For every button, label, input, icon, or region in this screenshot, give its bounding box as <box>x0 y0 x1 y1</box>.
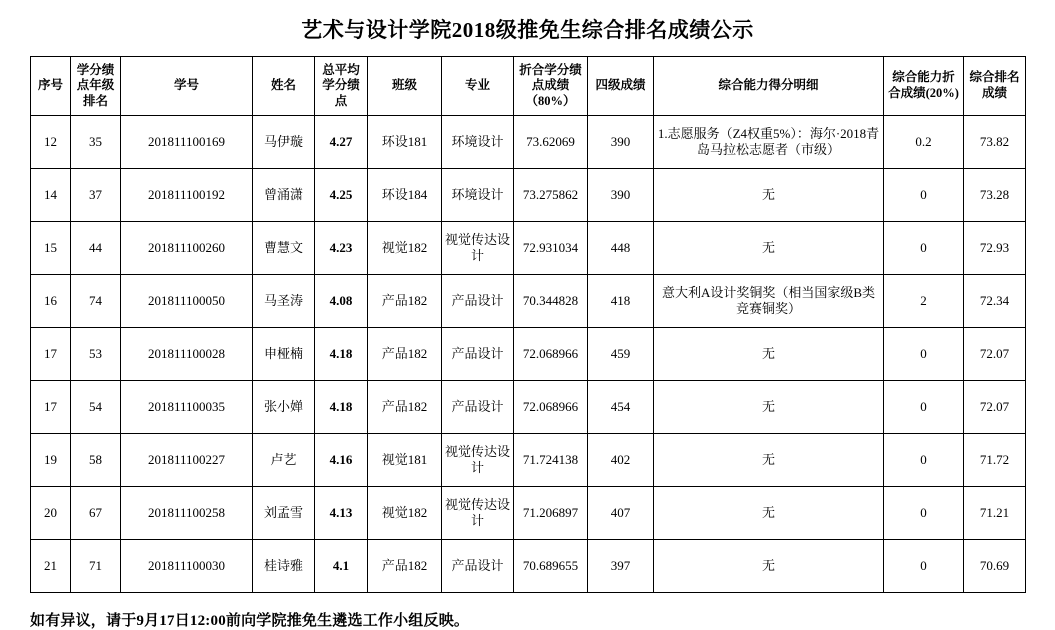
cell-gpa-rank: 71 <box>71 540 121 593</box>
cell-ability-score: 0 <box>884 222 964 275</box>
cell-class: 视觉181 <box>368 434 442 487</box>
cell-student-id: 201811100227 <box>121 434 253 487</box>
cell-ability-score: 0 <box>884 434 964 487</box>
cell-class: 视觉182 <box>368 487 442 540</box>
cell-ability-detail: 无 <box>654 328 884 381</box>
cell-major: 视觉传达设计 <box>442 487 514 540</box>
cell-name: 卢艺 <box>253 434 315 487</box>
cell-ability-score: 0 <box>884 540 964 593</box>
cell-name: 张小婵 <box>253 381 315 434</box>
cell-name: 曹慧文 <box>253 222 315 275</box>
cell-total: 72.34 <box>964 275 1026 328</box>
cell-weighted-score: 73.62069 <box>514 116 588 169</box>
cell-gpa: 4.23 <box>315 222 368 275</box>
cell-class: 产品182 <box>368 540 442 593</box>
cell-cet4: 448 <box>588 222 654 275</box>
cell-gpa-rank: 53 <box>71 328 121 381</box>
cell-total: 73.28 <box>964 169 1026 222</box>
grades-table <box>30 56 1026 593</box>
table-row <box>31 275 1026 328</box>
table-row <box>31 487 1026 540</box>
table-header-row <box>31 57 1026 116</box>
cell-no: 21 <box>31 540 71 593</box>
cell-student-id: 201811100192 <box>121 169 253 222</box>
cell-ability-detail: 无 <box>654 487 884 540</box>
cell-no: 16 <box>31 275 71 328</box>
cell-ability-score: 0 <box>884 487 964 540</box>
cell-cet4: 390 <box>588 169 654 222</box>
cell-major: 产品设计 <box>442 275 514 328</box>
cell-total: 72.07 <box>964 381 1026 434</box>
column-header-gpa: 总平均学分绩点 <box>315 57 368 116</box>
cell-ability-detail: 无 <box>654 434 884 487</box>
cell-name: 申桠楠 <box>253 328 315 381</box>
cell-major: 环境设计 <box>442 116 514 169</box>
footer-note: 如有异议，请于9月17日12:00前向学院推免生遴选工作小组反映。 <box>30 613 470 629</box>
cell-ability-detail: 无 <box>654 169 884 222</box>
cell-student-id: 201811100035 <box>121 381 253 434</box>
column-header-ability-score: 综合能力折合成绩(20%) <box>884 57 964 116</box>
cell-cet4: 390 <box>588 116 654 169</box>
cell-gpa-rank: 58 <box>71 434 121 487</box>
cell-major: 环境设计 <box>442 169 514 222</box>
table-row <box>31 434 1026 487</box>
cell-ability-detail: 意大利A设计奖铜奖（相当国家级B类竞赛铜奖） <box>654 275 884 328</box>
cell-gpa: 4.18 <box>315 381 368 434</box>
cell-class: 环设181 <box>368 116 442 169</box>
cell-total: 72.93 <box>964 222 1026 275</box>
cell-ability-detail: 无 <box>654 381 884 434</box>
cell-student-id: 201811100260 <box>121 222 253 275</box>
cell-no: 20 <box>31 487 71 540</box>
cell-ability-score: 0 <box>884 381 964 434</box>
cell-total: 73.82 <box>964 116 1026 169</box>
cell-class: 产品182 <box>368 381 442 434</box>
cell-no: 17 <box>31 328 71 381</box>
cell-gpa: 4.18 <box>315 328 368 381</box>
column-header-gpa-rank: 学分绩点年级排名 <box>71 57 121 116</box>
cell-total: 72.07 <box>964 328 1026 381</box>
cell-ability-detail: 无 <box>654 540 884 593</box>
table-row <box>31 540 1026 593</box>
cell-major: 产品设计 <box>442 381 514 434</box>
cell-cet4: 418 <box>588 275 654 328</box>
column-header-major: 专业 <box>442 57 514 116</box>
cell-ability-score: 2 <box>884 275 964 328</box>
cell-cet4: 402 <box>588 434 654 487</box>
cell-gpa-rank: 35 <box>71 116 121 169</box>
table-row <box>31 328 1026 381</box>
cell-gpa: 4.27 <box>315 116 368 169</box>
cell-ability-detail: 无 <box>654 222 884 275</box>
cell-cet4: 454 <box>588 381 654 434</box>
cell-weighted-score: 70.344828 <box>514 275 588 328</box>
cell-name: 刘孟雪 <box>253 487 315 540</box>
table-row <box>31 222 1026 275</box>
cell-major: 产品设计 <box>442 328 514 381</box>
cell-gpa: 4.1 <box>315 540 368 593</box>
cell-no: 19 <box>31 434 71 487</box>
cell-student-id: 201811100050 <box>121 275 253 328</box>
cell-gpa-rank: 74 <box>71 275 121 328</box>
table-row <box>31 381 1026 434</box>
cell-ability-score: 0.2 <box>884 116 964 169</box>
cell-no: 12 <box>31 116 71 169</box>
cell-gpa: 4.08 <box>315 275 368 328</box>
column-header-ability-detail: 综合能力得分明细 <box>654 57 884 116</box>
cell-weighted-score: 71.206897 <box>514 487 588 540</box>
cell-student-id: 201811100030 <box>121 540 253 593</box>
cell-gpa: 4.13 <box>315 487 368 540</box>
cell-major: 视觉传达设计 <box>442 434 514 487</box>
cell-class: 产品182 <box>368 328 442 381</box>
cell-weighted-score: 72.068966 <box>514 381 588 434</box>
cell-gpa-rank: 54 <box>71 381 121 434</box>
table-container <box>0 56 1055 593</box>
cell-weighted-score: 73.275862 <box>514 169 588 222</box>
cell-weighted-score: 71.724138 <box>514 434 588 487</box>
cell-weighted-score: 72.068966 <box>514 328 588 381</box>
page-title: 艺术与设计学院2018级推免生综合排名成绩公示 <box>301 18 754 42</box>
cell-ability-detail: 1.志愿服务（Z4权重5%）：海尔·2018青岛马拉松志愿者（市级） <box>654 116 884 169</box>
cell-major: 视觉传达设计 <box>442 222 514 275</box>
cell-name: 马伊璇 <box>253 116 315 169</box>
table-row <box>31 116 1026 169</box>
cell-weighted-score: 72.931034 <box>514 222 588 275</box>
cell-total: 71.72 <box>964 434 1026 487</box>
cell-cet4: 397 <box>588 540 654 593</box>
cell-total: 70.69 <box>964 540 1026 593</box>
cell-ability-score: 0 <box>884 328 964 381</box>
column-header-cet4: 四级成绩 <box>588 57 654 116</box>
cell-student-id: 201811100258 <box>121 487 253 540</box>
cell-name: 曾涌潇 <box>253 169 315 222</box>
cell-no: 17 <box>31 381 71 434</box>
cell-ability-score: 0 <box>884 169 964 222</box>
column-header-no: 序号 <box>31 57 71 116</box>
cell-cet4: 459 <box>588 328 654 381</box>
table-row <box>31 169 1026 222</box>
cell-class: 视觉182 <box>368 222 442 275</box>
cell-gpa: 4.16 <box>315 434 368 487</box>
cell-class: 产品182 <box>368 275 442 328</box>
cell-name: 马圣涛 <box>253 275 315 328</box>
cell-student-id: 201811100169 <box>121 116 253 169</box>
column-header-weighted-score: 折合学分绩点成绩（80%） <box>514 57 588 116</box>
column-header-class: 班级 <box>368 57 442 116</box>
cell-gpa: 4.25 <box>315 169 368 222</box>
column-header-total: 综合排名成绩 <box>964 57 1026 116</box>
cell-cet4: 407 <box>588 487 654 540</box>
cell-no: 14 <box>31 169 71 222</box>
cell-gpa-rank: 67 <box>71 487 121 540</box>
cell-gpa-rank: 44 <box>71 222 121 275</box>
cell-no: 15 <box>31 222 71 275</box>
cell-total: 71.21 <box>964 487 1026 540</box>
cell-weighted-score: 70.689655 <box>514 540 588 593</box>
cell-student-id: 201811100028 <box>121 328 253 381</box>
cell-gpa-rank: 37 <box>71 169 121 222</box>
column-header-student-id: 学号 <box>121 57 253 116</box>
cell-name: 桂诗雅 <box>253 540 315 593</box>
table-body <box>31 116 1026 593</box>
column-header-name: 姓名 <box>253 57 315 116</box>
cell-major: 产品设计 <box>442 540 514 593</box>
cell-class: 环设184 <box>368 169 442 222</box>
